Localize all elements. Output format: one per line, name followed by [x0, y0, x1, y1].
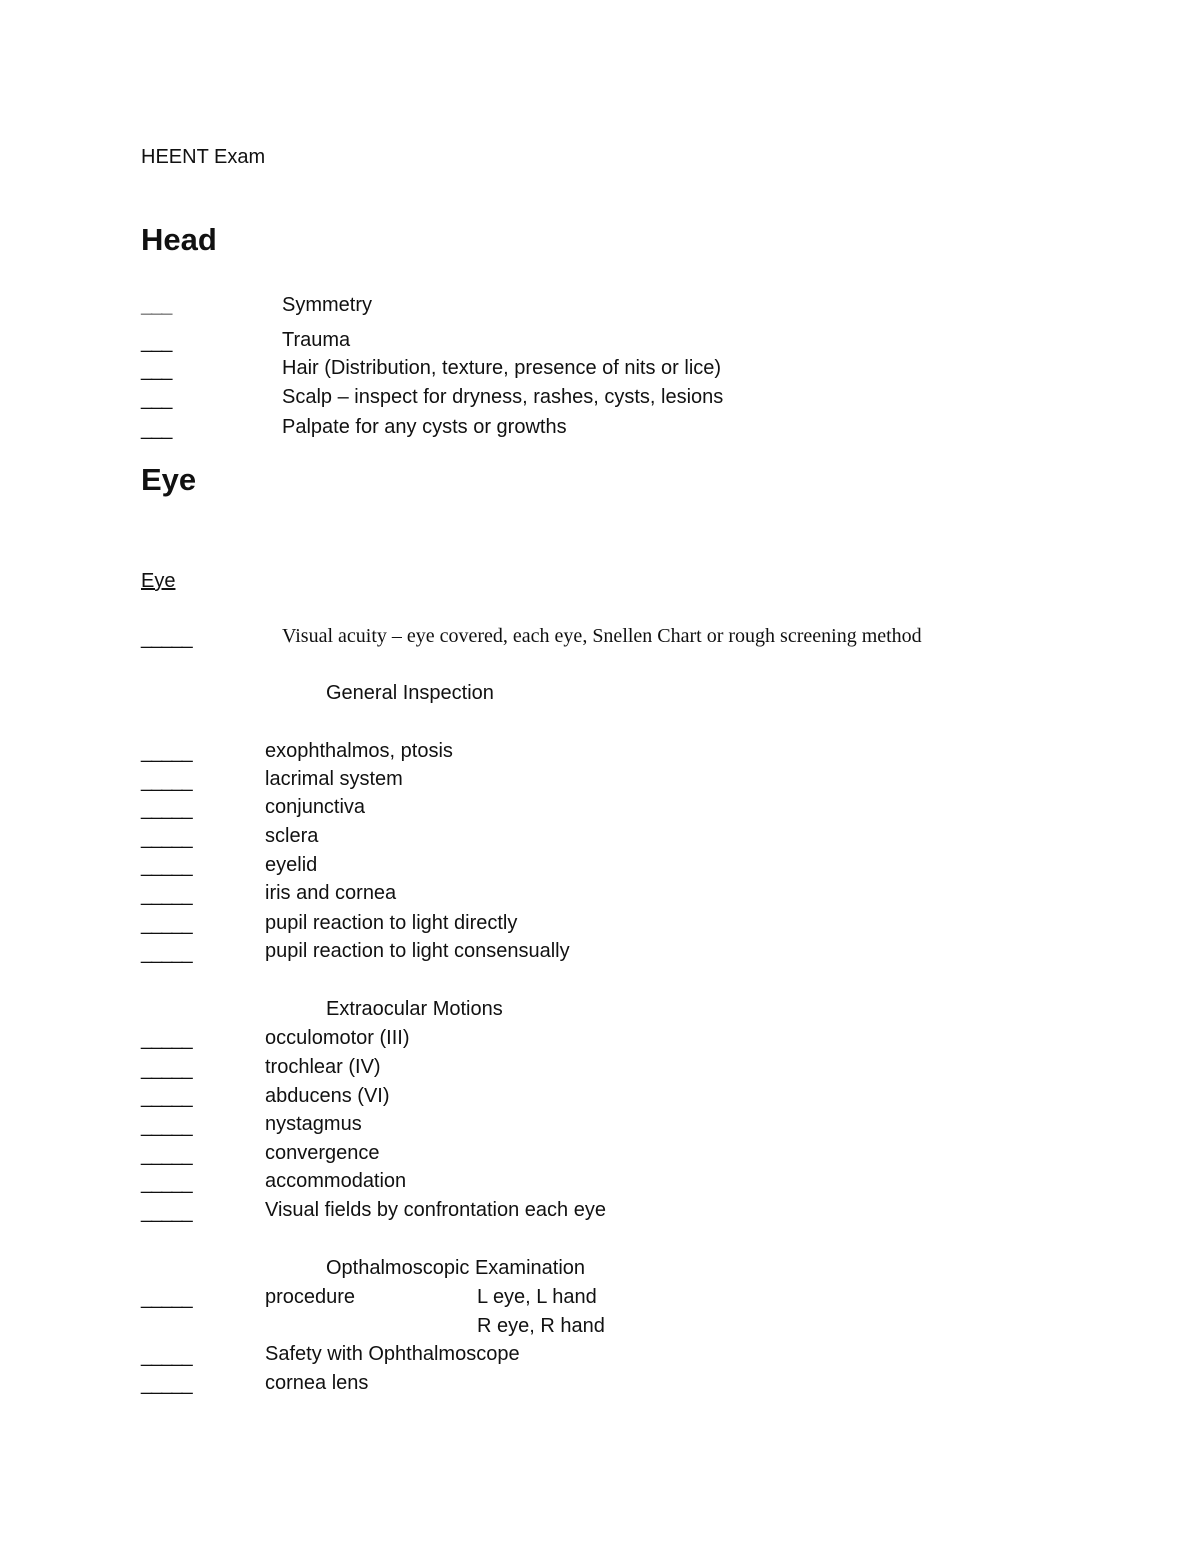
checklist-item-procedure: procedure: [265, 1286, 356, 1308]
procedure-note-left: L eye, L hand: [477, 1286, 597, 1308]
checklist-blank: ___: [141, 418, 172, 440]
checklist-blank: _____: [141, 1287, 192, 1309]
checklist-item-cornea-lens: cornea lens: [265, 1372, 369, 1394]
checklist-item-visual-fields: Visual fields by confrontation each eye: [265, 1199, 606, 1221]
ophthalmoscopic-title: Opthalmoscopic Examination: [326, 1257, 586, 1279]
checklist-item-sclera: sclera: [265, 825, 319, 847]
checklist-item-convergence: convergence: [265, 1142, 380, 1164]
checklist-blank: _____: [141, 1144, 192, 1166]
checklist-item-pupil-consensual: pupil reaction to light consensually: [265, 940, 570, 962]
checklist-blank: _____: [141, 855, 192, 877]
checklist-blank: _____: [141, 627, 192, 649]
checklist-blank: ___: [141, 359, 172, 381]
checklist-blank: _____: [141, 1028, 192, 1050]
procedure-note-right: R eye, R hand: [477, 1315, 605, 1337]
checklist-blank: _____: [141, 1201, 192, 1223]
checklist-blank: _____: [141, 1345, 192, 1367]
document-title: HEENT Exam: [141, 146, 266, 168]
checklist-blank: _____: [141, 1086, 192, 1108]
checklist-blank: _____: [141, 741, 192, 763]
checklist-item-accommodation: accommodation: [265, 1170, 407, 1192]
head-heading: Head: [141, 222, 217, 257]
checklist-item-scalp: Scalp – inspect for dryness, rashes, cysts, lesions: [282, 386, 724, 408]
checklist-item-conjunctiva: conjunctiva: [265, 796, 366, 818]
checklist-item-symmetry: Symmetry: [282, 294, 372, 316]
checklist-blank: _____: [141, 913, 192, 935]
general-inspection-title: General Inspection: [326, 682, 494, 704]
checklist-blank: ___: [141, 295, 172, 317]
checklist-item-exophthalmos: exophthalmos, ptosis: [265, 740, 453, 762]
checklist-blank: _____: [141, 1115, 192, 1137]
checklist-item-eyelid: eyelid: [265, 854, 318, 876]
checklist-item-nystagmus: nystagmus: [265, 1113, 362, 1135]
checklist-blank: _____: [141, 827, 192, 849]
checklist-blank: _____: [141, 1172, 192, 1194]
checklist-item-hair: Hair (Distribution, texture, presence of nits or lice): [282, 357, 722, 379]
checklist-item-trauma: Trauma: [282, 329, 351, 351]
checklist-item-lacrimal: lacrimal system: [265, 768, 403, 790]
checklist-item-palpate: Palpate for any cysts or growths: [282, 416, 567, 438]
checklist-blank: ___: [141, 388, 172, 410]
checklist-item-iris-cornea: iris and cornea: [265, 882, 397, 904]
checklist-blank: _____: [141, 884, 192, 906]
checklist-blank: _____: [141, 770, 192, 792]
eye-subheading: Eye: [141, 570, 176, 592]
checklist-item-safety: Safety with Ophthalmoscope: [265, 1343, 520, 1365]
checklist-item-visual-acuity: Visual acuity – eye covered, each eye, Snellen Chart or rough screening method: [282, 625, 922, 647]
checklist-blank: _____: [141, 798, 192, 820]
checklist-item-abducens: abducens (VI): [265, 1085, 390, 1107]
checklist-blank: _____: [141, 1373, 192, 1395]
checklist-item-occulomotor: occulomotor (III): [265, 1027, 410, 1049]
extraocular-title: Extraocular Motions: [326, 998, 503, 1020]
checklist-item-trochlear: trochlear (IV): [265, 1056, 381, 1078]
checklist-blank: _____: [141, 1058, 192, 1080]
checklist-blank: _____: [141, 942, 192, 964]
eye-heading: Eye: [141, 462, 197, 497]
checklist-item-pupil-direct: pupil reaction to light directly: [265, 912, 518, 934]
checklist-blank: ___: [141, 331, 172, 353]
